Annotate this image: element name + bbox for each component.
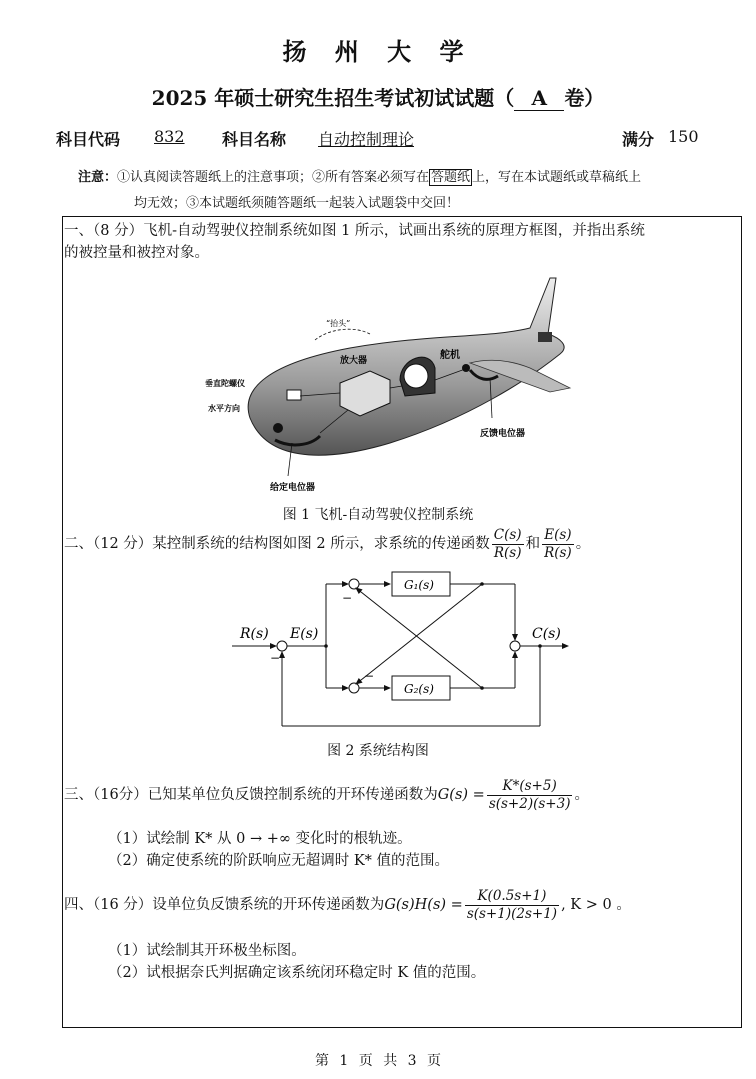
servo-wheel — [404, 364, 428, 388]
summing-junction-top — [349, 579, 359, 589]
label-gyro: 垂直陀螺仪 — [205, 378, 245, 388]
minus-top: − — [342, 591, 353, 605]
q4-item-1: （1）试绘制其开环极坐标图。 — [108, 943, 306, 959]
q2-end: 。 — [575, 536, 591, 552]
q2-and: 和 — [525, 536, 541, 552]
exam-title-prefix: 2025 年硕士研究生招生考试初试试题（ — [151, 86, 515, 110]
summing-junction-bottom — [349, 683, 359, 693]
label-horizontal: 水平方向 — [208, 403, 240, 413]
q3-text-main: 三、（16分）已知某单位负反馈控制系统的开环传递函数为 — [64, 787, 438, 803]
paper-version: A — [514, 86, 564, 111]
airplane-figure — [205, 268, 590, 498]
q3-frac — [487, 778, 573, 813]
q1-line-1: 一、（8 分）飞机-自动驾驶仪控制系统如图 1 所示，试画出系统的原理方框图，并指出系统 — [64, 223, 645, 239]
q4-cond: , K > 0 。 — [561, 897, 631, 913]
gyro-box — [287, 390, 301, 400]
q3-den: s(s+2)(s+3) — [488, 795, 571, 812]
label-g1: G₁(s) — [404, 578, 434, 592]
label-servo: 舵机 — [440, 350, 460, 361]
answer-sheet-box: 答题纸 — [431, 170, 471, 185]
subject-code: 832 — [154, 127, 185, 146]
exam-title — [0, 82, 756, 111]
q4-num: K(0.5s+1) — [465, 888, 559, 906]
figure-1-caption: 图 1 飞机-自动驾驶仪控制系统 — [282, 507, 474, 523]
label-g2: G₂(s) — [404, 682, 434, 696]
set-pot-knob — [273, 423, 283, 433]
q2-frac-cr-num: C(s) — [493, 526, 522, 543]
full-score: 150 — [668, 127, 699, 146]
q3-end: 。 — [574, 787, 589, 803]
page-number: 第 1 页 共 3 页 — [314, 1053, 442, 1069]
q2-text — [64, 524, 590, 564]
pitch-arrow — [315, 329, 370, 340]
label-set-pot: 给定电位器 — [270, 483, 316, 493]
feedback-pot-knob — [462, 364, 470, 372]
q2-frac-er-num: E(s) — [542, 527, 574, 545]
q2-frac-er-den: R(s) — [544, 544, 572, 561]
exam-title-suffix: 卷） — [564, 86, 605, 110]
q3-item-1: （1）试绘制 K* 从 0 → +∞ 变化时的根轨迹。 — [108, 831, 412, 847]
subject-name: 自动控制理论 — [318, 130, 415, 149]
q2-frac-er — [542, 527, 574, 562]
full-score-label: 满分 — [622, 130, 655, 149]
summing-junction-main — [277, 641, 287, 651]
label-r: R(s) — [240, 626, 269, 642]
q2-frac-cr — [492, 527, 524, 562]
label-feedback-pot: 反馈电位器 — [480, 429, 526, 439]
university-name: 扬 州 大 学 — [282, 37, 474, 66]
q2-text-main: 二、（12 分）某控制系统的结构图如图 2 所示，求系统的传递函数 — [64, 536, 490, 552]
notice-line-1 — [78, 166, 641, 185]
block-diagram — [230, 566, 570, 738]
q4-gh: G(s)H(s) = — [384, 897, 463, 913]
label-c: C(s) — [532, 626, 561, 642]
q3-text — [64, 770, 589, 820]
notice-text-b: 上，写在本试题纸或草稿纸上 — [472, 170, 642, 185]
q3-item-2: （2）确定使系统的阶跃响应无超调时 K* 值的范围。 — [108, 853, 450, 869]
q3-g: G(s) = — [437, 787, 485, 803]
figure-2-caption: 图 2 系统结构图 — [327, 743, 429, 759]
minus-bottom: − — [364, 669, 375, 683]
q1-line-2: 的被控量和被控对象。 — [64, 245, 209, 261]
elevator-box — [538, 332, 552, 342]
q4-frac — [465, 888, 559, 923]
subject-name-label: 科目名称 — [222, 130, 287, 149]
subject-code-label: 科目代码 — [56, 130, 121, 149]
label-pitch: “抬头” — [326, 319, 351, 328]
q4-text-main: 四、（16 分）设单位负反馈系统的开环传递函数为 — [64, 897, 385, 913]
q3-num: K*(s+5) — [487, 778, 573, 796]
notice-text-a: ①认真阅读答题纸上的注意事项；②所有答案必须写在 — [117, 170, 430, 185]
minus-main: − — [270, 651, 281, 665]
summing-junction-output — [510, 641, 520, 651]
notice-label: 注意： — [78, 170, 118, 185]
label-e: E(s) — [290, 626, 319, 642]
notice-line-2: 均无效；③本试题纸须随答题纸一起装入试题袋中交回！ — [134, 196, 460, 211]
q4-item-2: （2）试根据奈氏判据确定该系统闭环稳定时 K 值的范围。 — [108, 965, 486, 981]
label-amplifier: 放大器 — [340, 356, 368, 366]
q4-text — [64, 880, 631, 930]
q4-den: s(s+1)(2s+1) — [466, 905, 558, 922]
q2-frac-cr-den: R(s) — [493, 544, 522, 561]
